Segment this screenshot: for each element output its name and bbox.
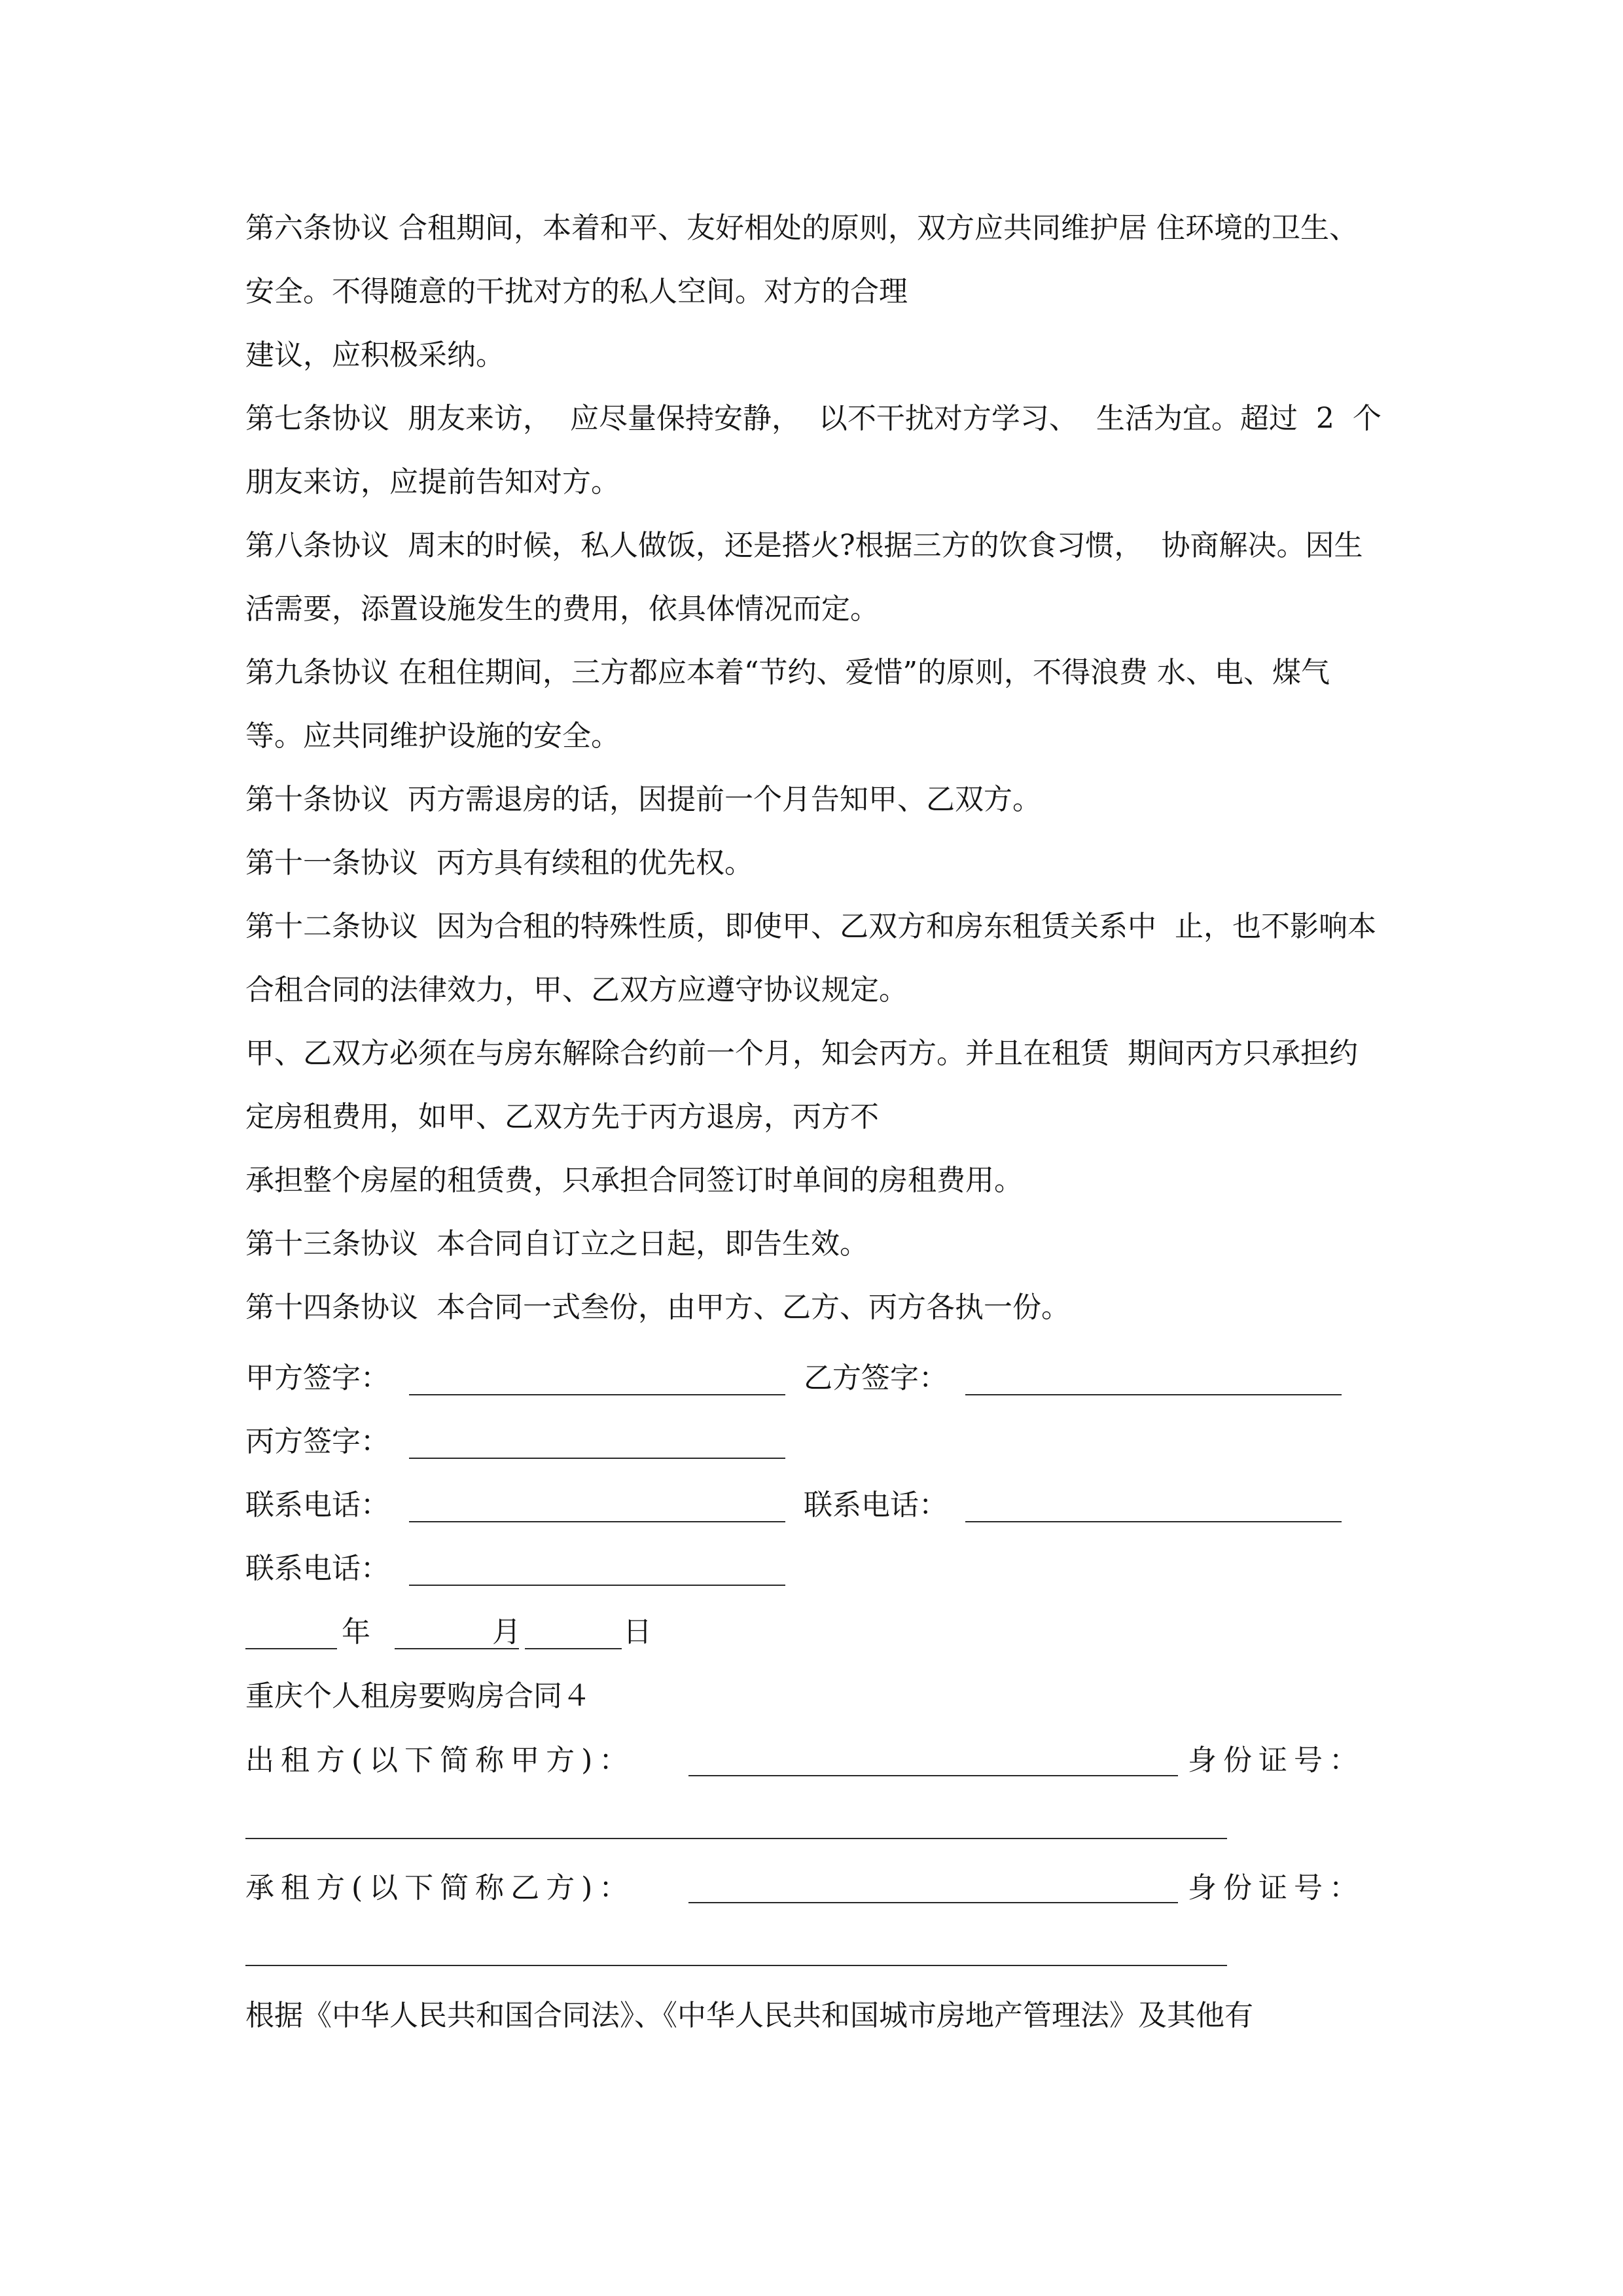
party-c-sign-field[interactable] [409, 1458, 785, 1459]
clause-12-supplement: 甲、乙双方必须在与房东解除合约前一个月，知会丙方。并且在租赁 期间丙方只承担约定房租费用，如甲、乙双方先于丙方退房，丙方不 [245, 1037, 1358, 1134]
clause-6: 第六条协议 合租期间，本着和平、友好相处的原则，双方应共同维护居 住环境的卫生、安全。不得随意的干扰对方的私人空间。对方的合理 [245, 211, 1358, 308]
legal-basis-text: 根据《中华人民共和国合同法》、《中华人民共和国城市房地产管理法》及其他有 [245, 1999, 1253, 2032]
contract-title: 重庆个人租房要购房合同４ [245, 1679, 591, 1713]
lessee-id-label: 身份证号： [1188, 1871, 1364, 1905]
year-field[interactable] [245, 1648, 337, 1649]
phone-label-2: 联系电话： [804, 1488, 948, 1522]
clause-11: 第十一条协议 丙方具有续租的优先权。 [245, 846, 753, 880]
clause-6-continued: 建议，应积极采纳。 [245, 338, 505, 372]
lessee-label: 承租方(以下简称乙方)： [245, 1871, 635, 1905]
clause-13: 第十三条协议 本合同自订立之日起，即告生效。 [245, 1227, 868, 1261]
party-c-sign-label: 丙方签字： [245, 1425, 389, 1458]
party-a-sign-label: 甲方签字： [245, 1361, 389, 1395]
party-a-sign-field[interactable] [409, 1394, 785, 1395]
clause-12: 第十二条协议 因为合租的特殊性质，即使甲、乙双方和房东租赁关系中 止，也不影响本合租合同的法律效力，甲、乙双方应遵守协议规定。 [245, 910, 1376, 1007]
day-field[interactable] [525, 1648, 622, 1649]
phone-field-2[interactable] [965, 1521, 1342, 1522]
party-b-sign-field[interactable] [965, 1394, 1342, 1395]
clause-10: 第十条协议 丙方需退房的话，因提前一个月告知甲、乙双方。 [245, 783, 1041, 816]
lessee-name-field[interactable] [688, 1902, 1178, 1903]
lessee-id-field[interactable] [245, 1965, 1227, 1966]
year-label: 年 [342, 1615, 370, 1649]
month-label: 月 [492, 1615, 521, 1649]
phone-field-3[interactable] [409, 1585, 785, 1586]
clause-14: 第十四条协议 本合同一式叁份，由甲方、乙方、丙方各执一份。 [245, 1291, 1070, 1324]
phone-field-1[interactable] [409, 1521, 785, 1522]
clause-8: 第八条协议 周末的时候，私人做饭，还是搭火?根据三方的饮食习惯， 协商解决。因生活需要，添置设施发生的费用，依具体情况而定。 [245, 529, 1363, 626]
phone-label-3: 联系电话： [245, 1552, 389, 1585]
lessor-id-label: 身份证号： [1188, 1744, 1364, 1777]
phone-label-1: 联系电话： [245, 1488, 389, 1522]
clause-9: 第九条协议 在租住期间，三方都应本着“节约、爱惜”的原则，不得浪费 水、电、煤气等。应共同维护设施的安全。 [245, 656, 1330, 753]
party-b-sign-label: 乙方签字： [804, 1361, 948, 1395]
lessor-id-field[interactable] [245, 1838, 1227, 1839]
day-label: 日 [623, 1615, 652, 1649]
clause-12-supplement-continued: 承担整个房屋的租赁费，只承担合同签订时单间的房租费用。 [245, 1164, 1023, 1197]
clause-7: 第七条协议 朋友来访， 应尽量保持安静， 以不干扰对方学习、 生活为宜。超过 2 个朋友来访，应提前告知对方。 [245, 402, 1382, 499]
lessor-name-field[interactable] [688, 1775, 1178, 1776]
lessor-label: 出租方(以下简称甲方)： [245, 1744, 635, 1777]
